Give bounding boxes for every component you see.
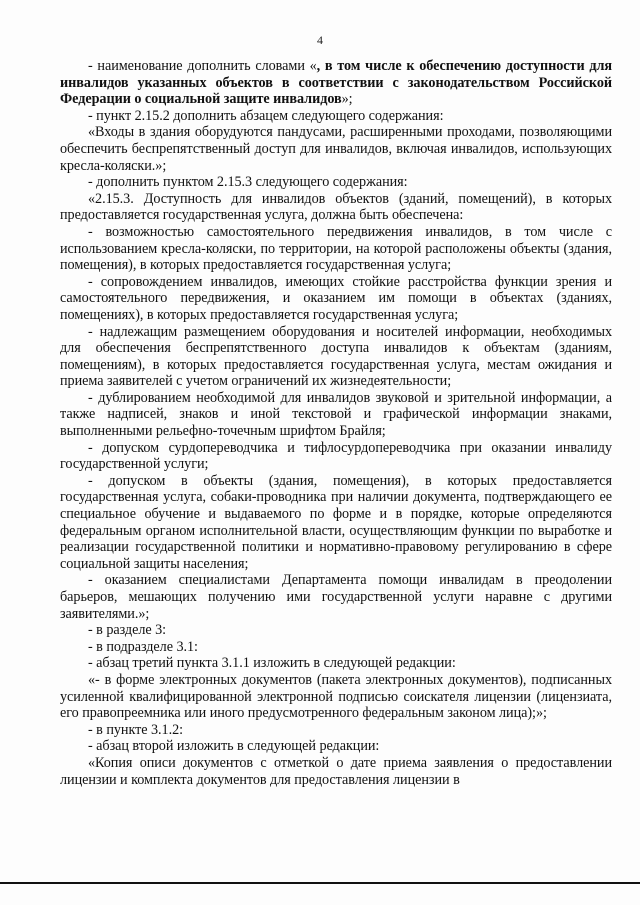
bold-insertion: , в том числе к обеспечению доступности для инвалидов указанных объектов в соответствии с законодательством Российской Федерации о социальной защите инвалидов — [60, 58, 612, 108]
paragraph: - в пункте 3.1.2: — [88, 721, 184, 738]
list-item: - надлежащим размещением оборудования и носителей информации, необходимых для обеспечения беспрепятственного доступа инвалидов к объектам (зданиям, помещениям), в которых предоставляется государственная услуга, местам ожидания и приема заявителей с учетом ограничений их жизнедеятельности; — [60, 323, 612, 390]
list-item: - возможностью самостоятельного передвижения инвалидов, в том числе с использованием кресла-коляски, по территории, на которой расположены объекты (здания, помещения), в которых предоставляется государственная услуга; — [60, 223, 612, 274]
paragraph: - абзац третий пункта 3.1.1 изложить в следующей редакции: — [88, 655, 456, 672]
paragraph: - дополнить пунктом 2.15.3 следующего содержания: — [88, 174, 408, 191]
paragraph: - в подразделе 3.1: — [88, 638, 198, 655]
page-bottom-rule — [0, 882, 640, 884]
paragraph-name-amendment: - наименование дополнить словами «, в том числе к обеспечению доступности для инвалидов указанных объектов в соответствии с законодательством Российской Федерации о социальной защите инвалидов»; — [60, 58, 612, 108]
paragraph: - абзац второй изложить в следующей редакции: — [88, 738, 380, 755]
document-body — [60, 58, 612, 788]
paragraph: - в разделе 3: — [88, 622, 167, 639]
page-number: 4 — [317, 33, 323, 47]
paragraph: «2.15.3. Доступность для инвалидов объектов (зданий, помещений), в которых предоставляется государственная услуга, должна быть обеспечена: — [60, 190, 612, 224]
paragraph: «Копия описи документов с отметкой о дате приема заявления о предоставлении лицензии и комплекта документов для предоставления лицензии в — [60, 754, 612, 788]
paragraph: - пункт 2.15.2 дополнить абзацем следующего содержания: — [88, 107, 444, 124]
paragraph: «Входы в здания оборудуются пандусами, расширенными проходами, позволяющими обеспечить беспрепятственный доступ для инвалидов, включая инвалидов, использующих кресла-коляски.»; — [60, 124, 612, 174]
list-item: - оказанием специалистами Департамента помощи инвалидам в преодолении барьеров, мешающих получению ими государственной услуги наравне с другими заявителями.»; — [60, 572, 612, 622]
list-item: - допуском в объекты (здания, помещения), в которых предоставляется государственная услуга, собаки-проводника при наличии документа, подтверждающего ее специальное обучение и выдаваемого по форме и в порядке, которые определяются федеральным органом исполнительной власти, осуществляющим функции по выработке и реализации государственной политики и нормативно-правовому регулированию в сфере социальной защиты населения; — [60, 472, 612, 572]
paragraph: «- в форме электронных документов (пакета электронных документов), подписанных усиленной квалифицированной электронной подписью соискателя лицензии (лицензиата, его правопреемника или иного предусмотренного федеральным законом лица);»; — [60, 671, 612, 722]
list-item: - допуском сурдопереводчика и тифлосурдопереводчика при оказании инвалиду государственной услуги; — [60, 439, 612, 473]
list-item: - дублированием необходимой для инвалидов звуковой и зрительной информации, а также надписей, знаков и иной текстовой и графической информации знаками, выполненными рельефно-точечным шрифтом Брайля; — [60, 389, 612, 440]
list-item: - сопровождением инвалидов, имеющих стойкие расстройства функции зрения и самостоятельного передвижения, и оказанием им помощи в объектах (зданиях, помещениях), в которых предоставляется государственная услуга; — [60, 273, 612, 323]
